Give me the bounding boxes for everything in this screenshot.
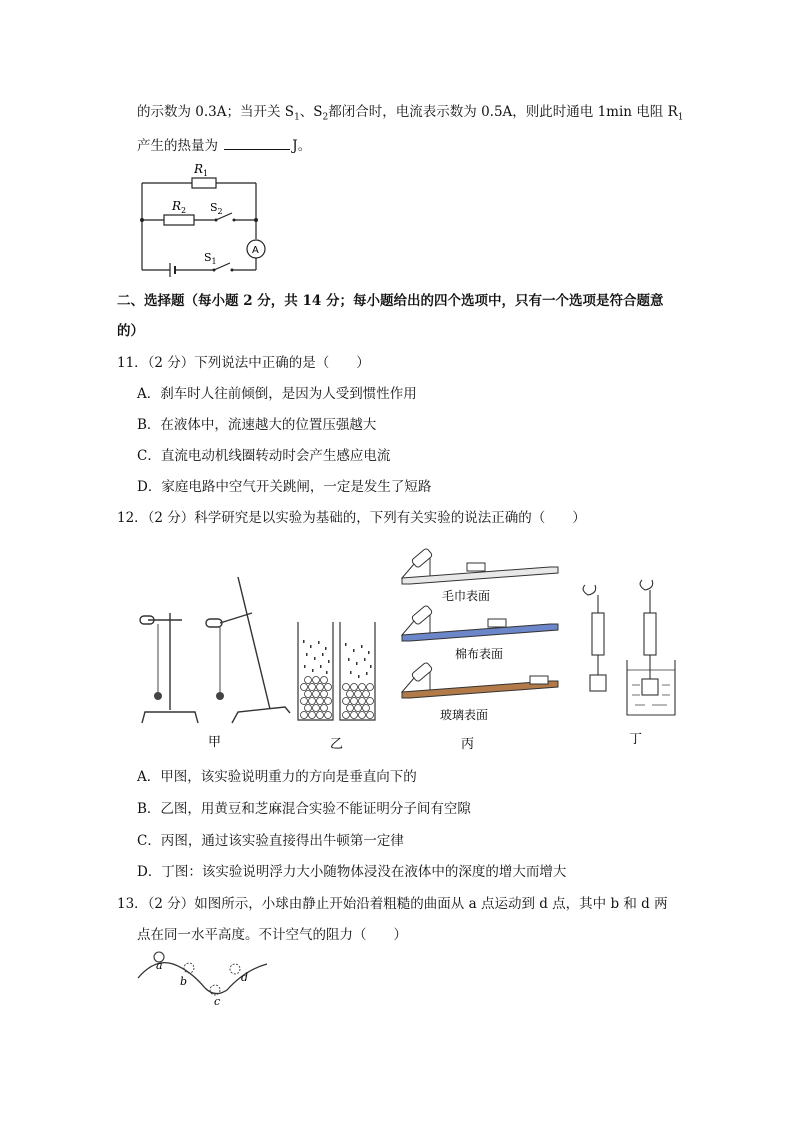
q10-r1-sub: 1 bbox=[677, 112, 684, 123]
switch-pivot bbox=[215, 219, 218, 222]
figure-ding bbox=[583, 580, 675, 715]
point-a: a bbox=[156, 959, 163, 972]
hand-left bbox=[583, 585, 596, 595]
section-heading-cont: 的） bbox=[117, 323, 144, 339]
point-b: b bbox=[180, 975, 188, 988]
label-glass: 玻璃表面 bbox=[440, 708, 489, 722]
caption-bing: 丙 bbox=[461, 737, 475, 752]
plumb-bob bbox=[154, 692, 162, 700]
tilted-base bbox=[232, 707, 290, 723]
q10-line-1 bbox=[137, 102, 683, 128]
point-d: d bbox=[241, 971, 249, 984]
q11-option-d[interactable]: D．家庭电路中空气开关跳闸，一定是发生了短路 bbox=[137, 479, 432, 495]
stand-base bbox=[142, 712, 198, 723]
junction-dot bbox=[140, 218, 144, 222]
spring-scale-left bbox=[592, 613, 604, 655]
r1-label: $R_1$ bbox=[194, 162, 209, 178]
q10-answer-blank[interactable] bbox=[224, 135, 290, 150]
r2-label: $R_2$ bbox=[172, 199, 187, 215]
q13-stem: 13．（2 分）如图所示，小球由静止开始沿着粗糙的曲面从 a 点运动到 d 点，其中 b 和 d 两 bbox=[117, 896, 668, 912]
hand-right bbox=[640, 580, 653, 590]
q10-text-b: 、S bbox=[299, 104, 323, 120]
sesame bbox=[303, 640, 372, 678]
junction-dot bbox=[254, 218, 258, 222]
beans bbox=[301, 677, 374, 719]
tilted-arm bbox=[220, 613, 252, 623]
q10-unit: J。 bbox=[292, 138, 312, 154]
q12-option-b[interactable]: B．乙图，用黄豆和芝麻混合实验不能证明分子间有空隙 bbox=[137, 801, 471, 817]
ramp-glass bbox=[402, 662, 558, 698]
ramp-towel bbox=[402, 548, 558, 584]
ramp-cotton bbox=[402, 605, 558, 641]
q12-figure bbox=[130, 545, 690, 755]
switch-contact bbox=[233, 219, 236, 222]
q11-option-a[interactable]: A．刹车时人往前倾倒，是因为人受到惯性作用 bbox=[137, 386, 417, 402]
ball-ghost-d bbox=[230, 964, 240, 974]
point-c: c bbox=[214, 995, 221, 1008]
q12-stem: 12．（2 分）科学研究是以实验为基础的，下列有关实验的说法正确的（ ） bbox=[117, 510, 586, 526]
q13-figure bbox=[135, 950, 275, 1010]
label-towel: 毛巾表面 bbox=[442, 589, 491, 603]
q11-stem: 11．（2 分）下列说法中正确的是（ ） bbox=[117, 355, 370, 371]
q10-heat-text: 产生的热量为 bbox=[137, 138, 218, 154]
resistor-r2 bbox=[164, 215, 194, 225]
resistor-r1 bbox=[192, 178, 216, 188]
switch-pivot bbox=[213, 269, 216, 272]
spring-scale-right bbox=[644, 613, 656, 655]
q10-line-2 bbox=[137, 135, 311, 156]
weight-right bbox=[642, 679, 658, 695]
plumb-bob bbox=[216, 692, 224, 700]
ball-ghost-b bbox=[184, 963, 194, 973]
tilted-pole bbox=[238, 577, 270, 709]
q10-text-a: 的示数为 0.3A；当开关 S bbox=[137, 104, 295, 120]
figure-bing bbox=[402, 548, 558, 698]
clamp bbox=[206, 619, 222, 627]
weight-left bbox=[590, 675, 606, 691]
q13-stem-cont: 点在同一水平高度。不计空气的阻力（ ） bbox=[137, 927, 407, 943]
q12-option-d[interactable]: D．丁图：该实验说明浮力大小随物体浸没在液体中的深度的增大而增大 bbox=[137, 864, 567, 880]
q12-option-a[interactable]: A．甲图，该实验说明重力的方向是垂直向下的 bbox=[137, 769, 417, 785]
caption-jia: 甲 bbox=[208, 735, 222, 750]
q11-option-b[interactable]: B．在液体中，流速越大的位置压强越大 bbox=[137, 417, 377, 433]
label-cotton: 棉布表面 bbox=[455, 647, 504, 661]
q10-text-c: 都闭合时，电流表示数为 0.5A，则此时通电 1min 电阻 R bbox=[328, 104, 678, 120]
q12-option-c[interactable]: C．丙图，通过该实验直接得出牛顿第一定律 bbox=[137, 833, 404, 849]
figure-jia bbox=[140, 577, 290, 723]
s1-label: $S_1$ bbox=[204, 251, 217, 266]
q11-option-c[interactable]: C．直流电动机线圈转动时会产生感应电流 bbox=[137, 448, 391, 464]
caption-yi: 乙 bbox=[330, 737, 344, 752]
ammeter-label: A bbox=[252, 245, 259, 256]
s2-label: $S_2$ bbox=[210, 201, 223, 216]
q10-s2-sub: 2 bbox=[322, 112, 329, 123]
caption-ding: 丁 bbox=[629, 732, 643, 747]
switch-contact bbox=[231, 269, 234, 272]
section-heading: 二、选择题（每小题 2 分，共 14 分；每小题给出的四个选项中，只有一个选项是符合题意 bbox=[117, 293, 664, 309]
q10-s1-sub: 1 bbox=[294, 112, 300, 123]
circuit-diagram bbox=[130, 155, 280, 280]
